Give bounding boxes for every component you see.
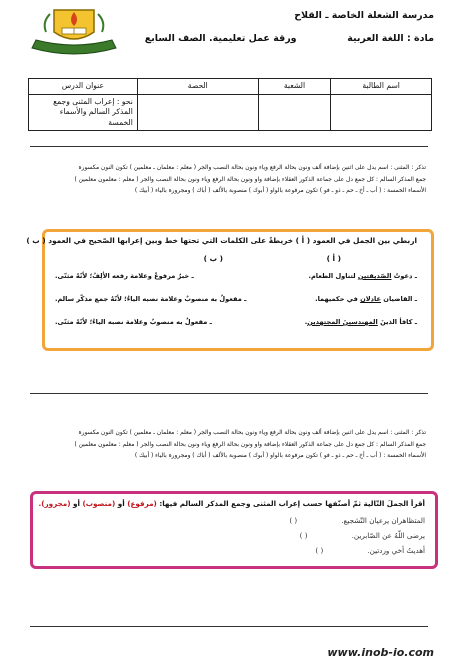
note-line: جمع المذكر السالم : كل جمع دل على جماعة الذكور العقلاء بإضافة واو ونون بحالة الرفع وياء ونون بحالة النصب والجر ( معلم : معلمون معلمين ) xyxy=(74,441,426,448)
underlined-word: الصّديقتين xyxy=(357,272,392,280)
note-line: الأسماء الخمسة : ( أب ـ أخ ـ حم ـ ذو ـ فو ) تكون مرفوعة بالواو ( أبوك ) منصوبة بالألف ( أباك ) ومجرورة بالياء ( أبيك ) xyxy=(134,188,426,194)
title-text: أو xyxy=(115,499,128,508)
item-text: في حكميهما. xyxy=(315,295,361,303)
note-line: الأسماء الخمسة : ( أب ـ أخ ـ حم ـ ذو ـ فو ) تكون مرفوعة بالواو ( أبوك ) منصوبة بالألف ( أباك ) ومجرورة بالياء ( أبيك ) xyxy=(134,453,426,459)
note-line: تذكر : المثنى : اسم يدل على اثنين بإضافة ألف ونون بحالة الرفع وياء ونون بحالة النصب والجر ( معلم : معلمان ـ معلمين ) تكون النون مكسورة xyxy=(78,430,426,436)
header-section: الشعبة xyxy=(258,79,331,95)
sentence-text: يرضى اللّهُ عن الصّابرين. xyxy=(351,531,425,540)
sentence-row[interactable] xyxy=(315,546,425,555)
reminder-note xyxy=(26,163,426,198)
column-a-item[interactable] xyxy=(308,272,417,280)
header-student-name: اسم الطالبة xyxy=(331,79,432,95)
section-cell[interactable] xyxy=(258,95,331,131)
column-a-item[interactable] xyxy=(315,295,417,303)
lesson-title-cell: نحو : إعراب المثنى وجمع المذكر السالم والأسماء الخمسة xyxy=(29,95,138,131)
note-line: تذكر : المثنى : اسم يدل على اثنين بإضافة ألف ونون بحالة الرفع وياء ونون بحالة النصب والجر ( معلم : معلمان ـ معلمين ) تكون النون مكسورة xyxy=(78,165,426,171)
question-1-box xyxy=(26,229,434,351)
option-majrur: (مجرور). xyxy=(38,499,71,508)
header-period: الحصة xyxy=(137,79,258,95)
column-a-item[interactable] xyxy=(305,318,417,326)
column-a-label: ( أ ) xyxy=(326,254,341,263)
option-marfu: (مرفوع) xyxy=(127,499,157,508)
footer-url: www.inob-io.com xyxy=(327,646,434,659)
column-b-item[interactable]: ـ خبرٌ مرفوعٌ وعلامة رفعه الألِفُ؛ لأنّهُ مثنّى. xyxy=(55,272,194,280)
column-b-item[interactable]: ـ مفعولٌ به منصوبٌ وعلامة نصبه الياءُ؛ لأنّهُ مثنّى. xyxy=(55,318,212,326)
title-text: أو xyxy=(70,499,83,508)
header-lesson-title: عنوان الدرس xyxy=(29,79,138,95)
period-cell[interactable] xyxy=(137,95,258,131)
worksheet-title: ورقة عمل تعليمية. الصف السابع xyxy=(144,33,297,44)
school-name: مدرسة الشعلة الخاصة ـ القلاح xyxy=(294,10,434,21)
divider xyxy=(30,146,428,147)
item-text: ـ كافأ الذينَ xyxy=(377,318,417,326)
question-1-title: اربطي بين الجمل في العمود ( أ ) خريطةً على الكلمات التي تحتها خط وبين إعرابها الصّحيح في العمود ( ب ) xyxy=(26,236,417,245)
sentence-text: المتظاهران يرعيان التّشجيع. xyxy=(341,516,425,525)
info-table xyxy=(28,78,432,131)
subject-line xyxy=(145,33,434,44)
item-text: ـ دعوتُ xyxy=(391,272,417,280)
answer-blank[interactable]: ( ) xyxy=(289,516,298,525)
underlined-word: المهندسينَ المجتهدين xyxy=(307,318,378,326)
note-line: جمع المذكر السالم : كل جمع دل على جماعة الذكور العقلاء بإضافة واو ونون بحالة الرفع وياء ونون بحالة النصب والجر ( معلم : معلمون معلمين ) xyxy=(74,176,426,183)
sentence-row[interactable] xyxy=(300,531,425,540)
reminder-note xyxy=(26,428,426,463)
sentence-row[interactable] xyxy=(289,516,425,525)
column-b-item[interactable]: ـ مفعولٌ به منصوبٌ وعلامة نصبه الياءُ؛ لأنّهُ جمع مذكّر سالم. xyxy=(55,295,247,303)
option-mansub: (منصوب) xyxy=(82,499,116,508)
answer-blank[interactable]: ( ) xyxy=(299,531,308,540)
item-text: . xyxy=(304,318,308,326)
subject-label: مادة : xyxy=(406,33,434,44)
sentence-text: أهديتُ أخي وردتين. xyxy=(367,546,425,555)
column-b-label: ( ب ) xyxy=(203,254,223,263)
subject-value: اللغة العربية xyxy=(347,33,404,44)
title-text: أقرأ الجملَ التّالية ثمّ أصنّفها حسب إعراب المثنى وجمع المذكر السالم فيها: xyxy=(156,499,425,508)
school-logo xyxy=(24,2,124,56)
answer-blank[interactable]: ( ) xyxy=(315,546,324,555)
answer-line xyxy=(30,626,428,627)
underlined-word: عادلان xyxy=(360,295,382,303)
item-text: لتناول الطعام. xyxy=(308,272,358,280)
student-name-cell[interactable] xyxy=(331,95,432,131)
answer-line xyxy=(30,393,428,394)
question-2-title xyxy=(39,499,425,508)
question-2-box xyxy=(30,491,438,569)
item-text: ـ القاضيان xyxy=(381,295,417,303)
